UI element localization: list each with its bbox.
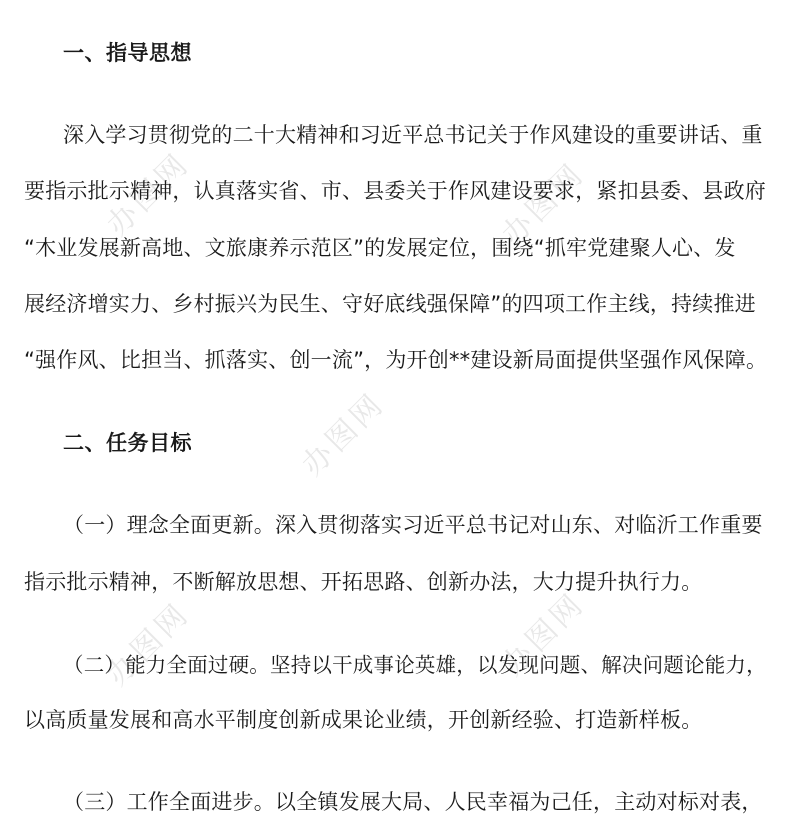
paragraph-line: 指示批示精神，不断解放思想、开拓思路、创新办法，大力提升执行力。: [24, 570, 703, 594]
watermark: 办图网: [495, 156, 592, 253]
watermark: 办图网: [100, 596, 197, 693]
paragraph-line: 以高质量发展和高水平制度创新成果论业绩，开创新经验、打造新样板。: [24, 708, 703, 732]
section-heading-guiding-ideology: 一、指导思想: [63, 41, 192, 65]
paragraph-line: 展经济增实力、乡村振兴为民生、守好底线强保障”的四项工作主线，持续推进: [24, 292, 756, 316]
paragraph-line: （三）工作全面进步。以全镇发展大局、人民幸福为己任，主动对标对表，: [63, 790, 763, 814]
paragraph-line: （一）理念全面更新。深入贯彻落实习近平总书记对山东、对临沂工作重要: [63, 513, 763, 537]
paragraph-line: 深入学习贯彻党的二十大精神和习近平总书记关于作风建设的重要讲话、重: [63, 123, 763, 147]
watermark: 办图网: [495, 586, 592, 683]
paragraph-line: “木业发展新高地、文旅康养示范区”的发展定位，围绕“抓牢党建聚人心、发: [24, 236, 736, 260]
section-heading-task-goals: 二、任务目标: [63, 431, 192, 455]
paragraph-line: （二）能力全面过硬。坚持以干成事论英雄，以发现问题、解决问题论能力，: [63, 653, 767, 677]
watermark: 办图网: [100, 146, 197, 243]
watermark: 办图网: [295, 386, 392, 483]
paragraph-line: 要指示批示精神，认真落实省、市、县委关于作风建设要求，紧扣县委、县政府: [24, 179, 766, 203]
paragraph-line: “强作风、比担当、抓落实、创一流”，为开创**建设新局面提供坚强作风保障。: [24, 348, 768, 372]
